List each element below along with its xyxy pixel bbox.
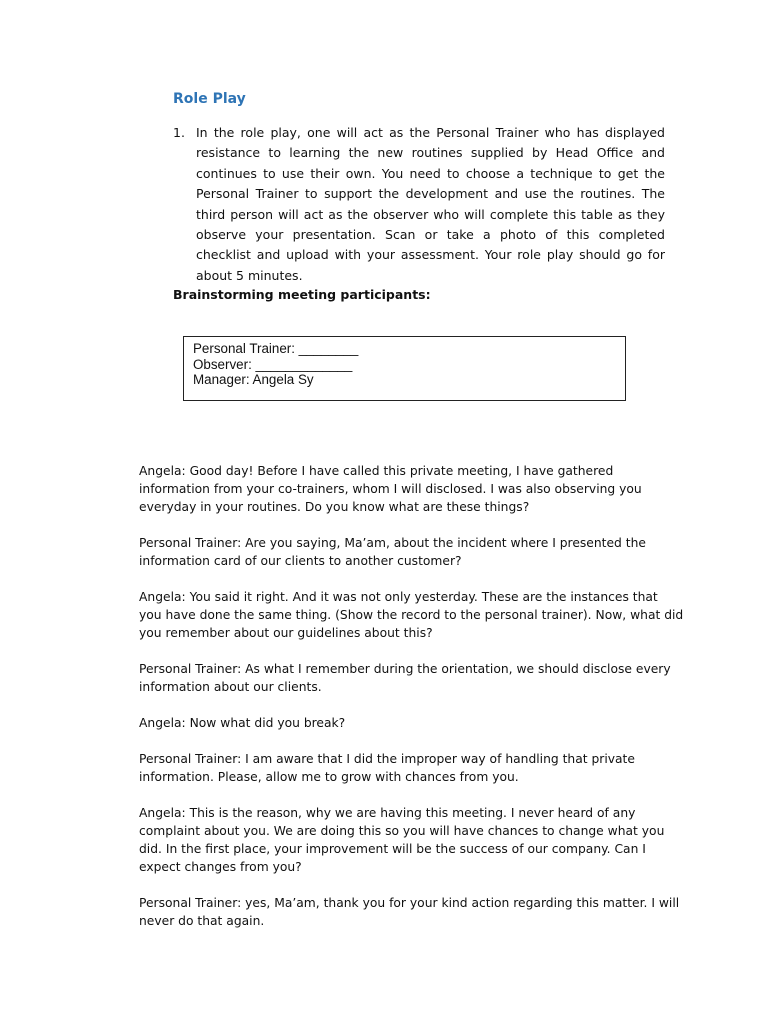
- dialogue-line: Angela: Now what did you break?: [139, 716, 346, 730]
- dialogue-line: Personal Trainer: Are you saying, Ma’am, about the incident where I presented the information card of our clients to another customer?: [139, 536, 646, 568]
- participants-heading: Brainstorming meeting participants:: [173, 287, 431, 302]
- participants-box: [183, 336, 626, 401]
- dialogue: [139, 462, 684, 948]
- dialogue-line: Personal Trainer: I am aware that I did the improper way of handling that private information. Please, allow me to grow with chances from you.: [139, 752, 635, 784]
- instruction-text: [196, 123, 665, 286]
- instruction-number: 1.: [173, 125, 185, 140]
- participant-observer: Observer: _____________: [193, 356, 353, 372]
- instruction-item: [173, 123, 665, 286]
- page-title: Role Play: [173, 91, 246, 107]
- participant-personal-trainer: Personal Trainer: ________: [193, 341, 359, 356]
- dialogue-line: Personal Trainer: yes, Ma’am, thank you for your kind action regarding this matter. I will never do that again.: [139, 896, 680, 928]
- participant-manager: Manager: Angela Sy: [193, 372, 314, 387]
- dialogue-line: Angela: This is the reason, why we are having this meeting. I never heard of any complaint about you. We are doing this so you will have chances to change what you did. In the first place, your improvement will be the success of our company. Can I expect changes from you?: [139, 806, 665, 874]
- instruction-body: one will act as the Personal Trainer who has displayed resistance to learning the new routines supplied by Head Office and continues to use their own. You need to choose a technique to get the Personal Trainer to support the development and use the routines. The third person will act as the observer who will complete this table as they observe your presentation. Scan or take a photo of this completed checklist and upload with your assessment. Your role play should go for about 5 minutes.: [196, 125, 665, 283]
- dialogue-line: Angela: You said it right. And it was not only yesterday. These are the instances that you have done the same thing. (Show the record to the personal trainer). Now, what did you remember about our guidelines about this?: [139, 590, 684, 640]
- instruction-lead: In the role play,: [196, 125, 301, 140]
- dialogue-line: Angela: Good day! Before I have called this private meeting, I have gathered information from your co-trainers, whom I will disclosed. I was also observing you everyday in your routines. Do you know what are these things?: [139, 464, 642, 514]
- dialogue-line: Personal Trainer: As what I remember during the orientation, we should disclose every information about our clients.: [139, 662, 671, 694]
